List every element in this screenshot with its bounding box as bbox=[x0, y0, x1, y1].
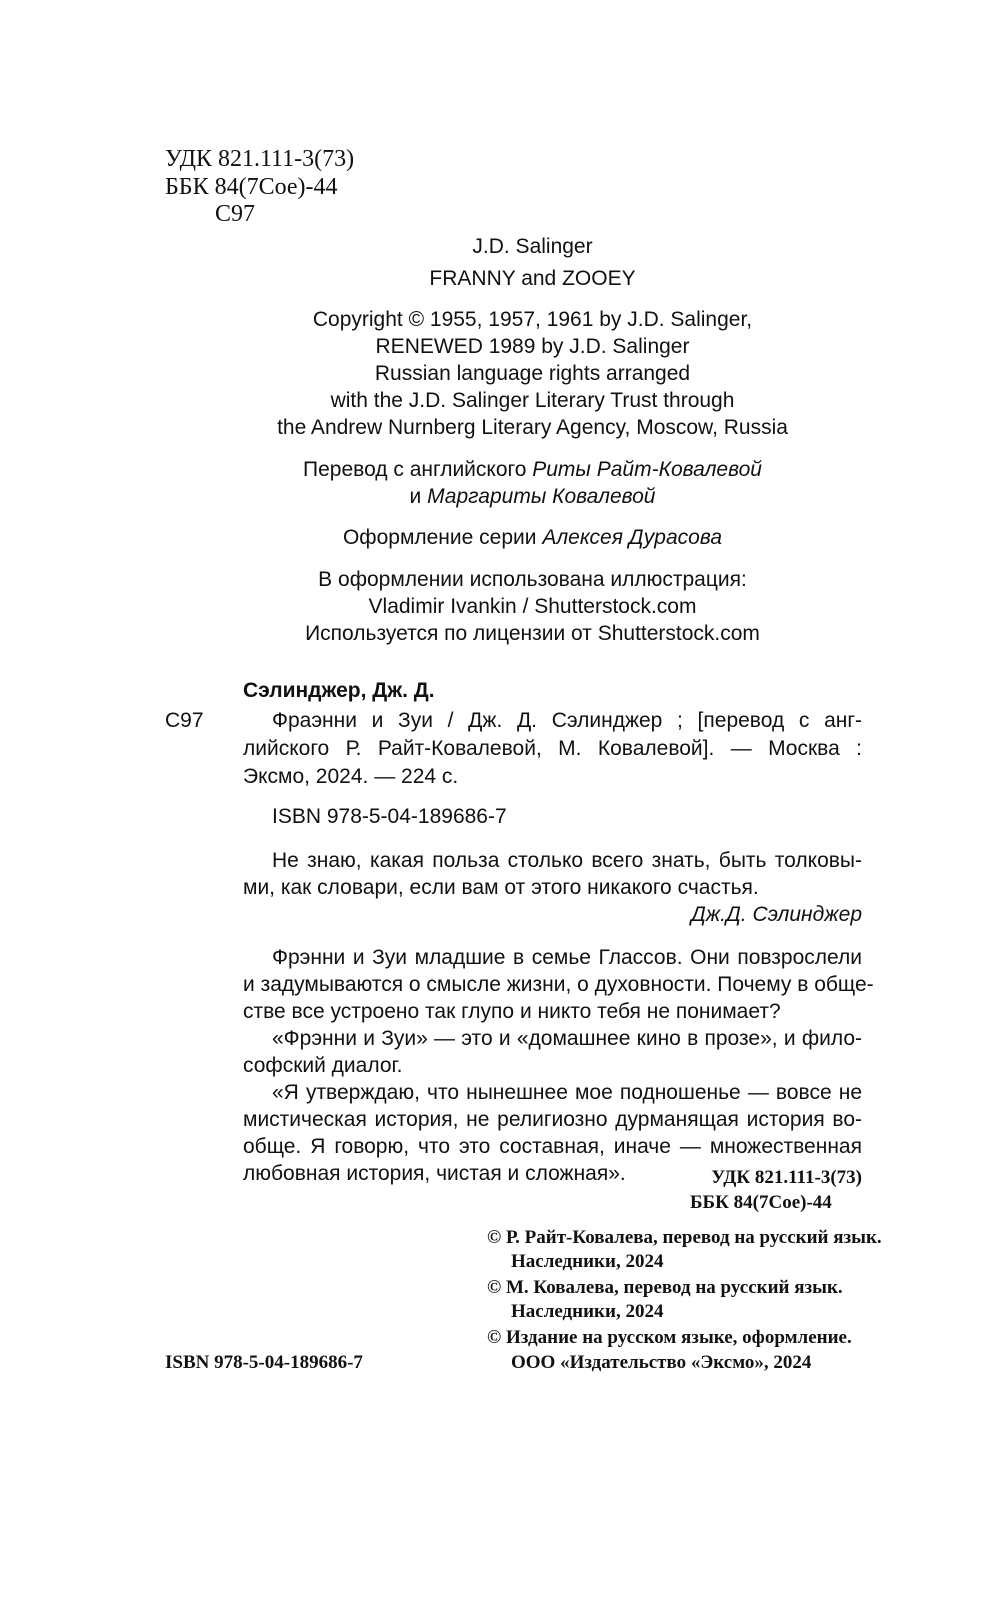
annotation-line: и задумываются о смысле жизни, о духовности. Почему в обще- bbox=[243, 973, 874, 996]
annotation-line: любовная история, чистая и сложная». bbox=[243, 1162, 626, 1185]
translation-credit bbox=[165, 483, 900, 511]
footer-udk: УДК 821.111-3(73) bbox=[711, 1167, 862, 1188]
catalog-isbn: ISBN 978-5-04-189686-7 bbox=[272, 805, 507, 828]
annotation-line: обще. Я говорю, что это составная, иначе — множественная bbox=[243, 1135, 862, 1158]
copyright-notice: © Издание на русском языке, оформление. bbox=[487, 1327, 852, 1348]
original-title: FRANNY and ZOOEY bbox=[429, 267, 636, 290]
series-design-credit bbox=[165, 524, 900, 552]
illustration-credit: В оформлении использована иллюстрация: bbox=[318, 568, 747, 591]
catalog-description-line: Эксмо, 2024. — 224 с. bbox=[243, 765, 459, 788]
copyright-line: Russian language rights arranged bbox=[374, 362, 691, 385]
annotation-line: Фрэнни и Зуи младшие в семье Глассов. Они повзрослели bbox=[272, 946, 862, 969]
bbk-code: ББК 84(7Сое)-44 bbox=[165, 174, 338, 200]
annotation-line: мистическая история, не религиозно дурманящая история во- bbox=[243, 1108, 862, 1131]
footer-isbn: ISBN 978-5-04-189686-7 bbox=[165, 1352, 363, 1373]
translation-prefix: Перевод с английского bbox=[303, 458, 527, 481]
udk-code: УДК 821.111-3(73) bbox=[165, 146, 355, 172]
epigraph-attribution bbox=[243, 901, 862, 929]
annotation-line: «Фрэнни и Зуи» — это и «домашнее кино в прозе», и фило- bbox=[272, 1027, 862, 1050]
translation-prefix: и bbox=[409, 485, 422, 508]
epigraph-line: Не знаю, какая польза столько всего знать, быть толковы- bbox=[272, 849, 862, 872]
translation-credit bbox=[165, 456, 900, 484]
copyright-notice: © Р. Райт-Ковалева, перевод на русский язык. bbox=[487, 1227, 882, 1248]
footer-bbk: ББК 84(7Сое)-44 bbox=[690, 1192, 832, 1213]
copyright-line: RENEWED 1989 by J.D. Salinger bbox=[375, 335, 690, 358]
original-author: J.D. Salinger bbox=[472, 235, 593, 258]
translator-names: Маргариты Ковалевой bbox=[427, 485, 656, 508]
epigraph-author: Дж.Д. Сэлинджер bbox=[690, 903, 862, 926]
epigraph-line: ми, как словари, если вам от этого никакого счастья. bbox=[243, 876, 759, 899]
catalog-mark: С97 bbox=[165, 709, 204, 732]
series-designer-name: Алексея Дурасова bbox=[542, 526, 723, 549]
copyright-line: Copyright © 1955, 1957, 1961 by J.D. Salinger, bbox=[312, 308, 753, 331]
copyright-notice: Наследники, 2024 bbox=[511, 1301, 664, 1322]
copyright-line: with the J.D. Salinger Literary Trust through bbox=[330, 389, 735, 412]
copyright-notice: ООО «Издательство «Эксмо», 2024 bbox=[511, 1352, 812, 1373]
catalog-description-line: Фраэнни и Зуи / Дж. Д. Сэлинджер ; [перевод с анг- bbox=[272, 709, 862, 732]
translator-names: Риты Райт-Ковалевой bbox=[532, 458, 762, 481]
catalog-description-line: лийского Р. Райт-Ковалевой, М. Ковалевой]. — Москва : bbox=[243, 737, 862, 760]
author-mark: С97 bbox=[215, 201, 256, 227]
catalog-author-heading: Сэлинджер, Дж. Д. bbox=[243, 679, 435, 702]
illustration-credit: Используется по лицензии от Shutterstock.com bbox=[305, 622, 760, 645]
copyright-line: the Andrew Nurnberg Literary Agency, Moscow, Russia bbox=[277, 416, 788, 439]
copyright-notice: Наследники, 2024 bbox=[511, 1251, 664, 1272]
series-design-prefix: Оформление серии bbox=[342, 526, 537, 549]
annotation-line: «Я утверждаю, что нынешнее мое подношенье — вовсе не bbox=[272, 1081, 862, 1104]
annotation-line: софский диалог. bbox=[243, 1054, 403, 1077]
illustration-credit: Vladimir Ivankin / Shutterstock.com bbox=[368, 595, 697, 618]
annotation-line: стве все устроено так глупо и никто тебя не понимает? bbox=[243, 1000, 781, 1023]
copyright-notice: © М. Ковалева, перевод на русский язык. bbox=[487, 1277, 843, 1298]
